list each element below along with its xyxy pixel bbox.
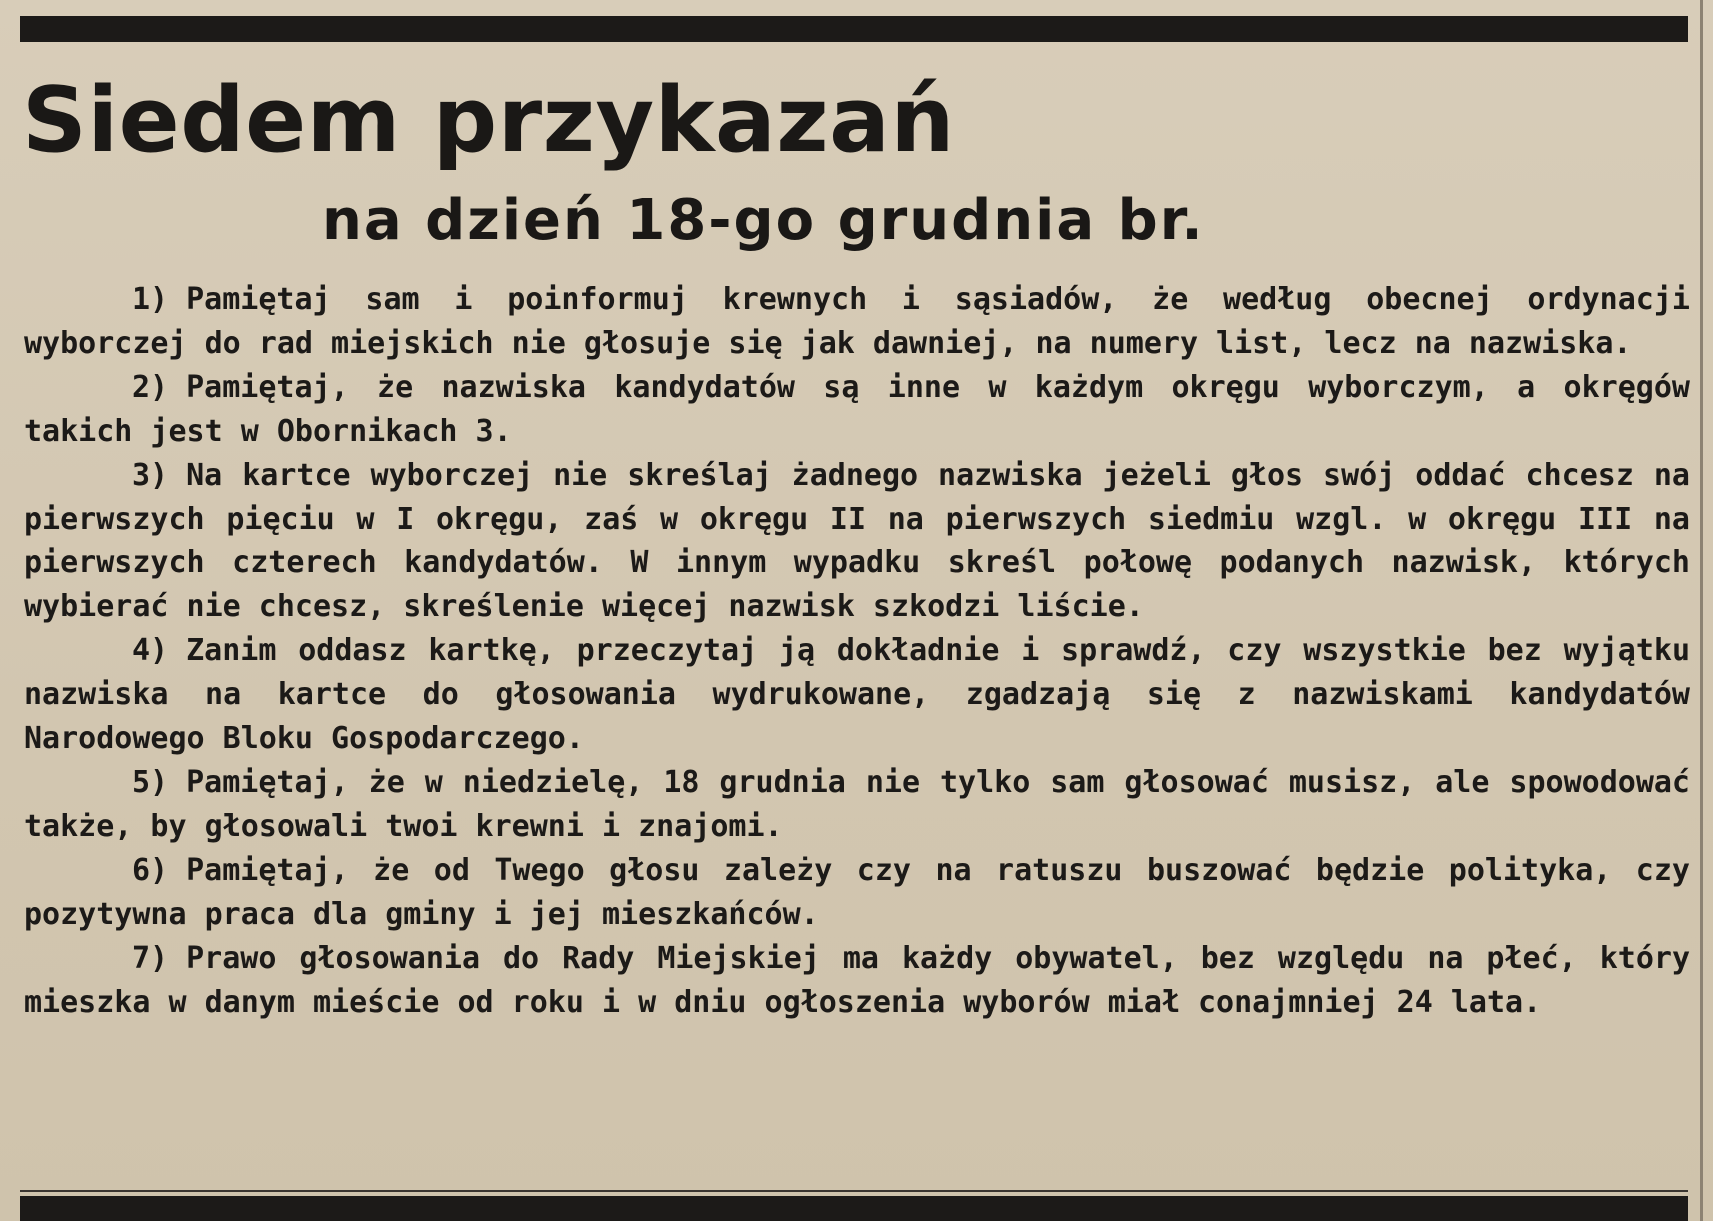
commandment-item-7 — [24, 937, 1690, 1025]
commandment-item-1 — [24, 278, 1690, 366]
item-text: Na kartce wyborczej nie skreślaj żadnego nazwiska jeżeli głos swój oddać chcesz na pierwszych pięciu w I okręgu, zaś w okręgu II na pierwszych siedmiu wzgl. w okręgu III na pierwszych czterech kandydatów. W innym wypadku skreśl połowę podanych nazwisk, których wybierać nie chcesz, skreślenie więcej nazwisk szkodzi liście. — [24, 457, 1690, 625]
item-number: 4) — [132, 633, 169, 669]
item-number: 6) — [132, 852, 169, 888]
item-number: 1) — [132, 282, 169, 317]
commandment-item-6 — [24, 849, 1690, 937]
item-text: Pamiętaj, że w niedzielę, 18 grudnia nie tylko sam głosować musisz, ale spowodować także, by głosowali twoi krewni i znajomi. — [24, 764, 1690, 844]
top-rule — [20, 16, 1688, 42]
item-text: Pamiętaj sam i poinformuj krewnych i sąsiadów, że według obecnej ordynacji wyborczej do rad miejskich nie głosuje się jak dawniej, na numery list, lecz na nazwiska. — [24, 282, 1690, 361]
item-text: Pamiętaj, że nazwiska kandydatów są inne w każdym okręgu wyborczym, a okręgów takich jest w Obornikach 3. — [24, 369, 1690, 449]
item-number: 5) — [132, 764, 169, 800]
commandment-item-5 — [24, 761, 1690, 849]
item-number: 3) — [132, 457, 169, 493]
item-number: 2) — [132, 369, 169, 405]
item-text: Prawo głosowania do Rady Miejskiej ma każdy obywatel, bez względu na płeć, który mieszka w danym mieście od roku i w dniu ogłoszenia wyborów miał conajmniej 24 lata. — [24, 940, 1690, 1020]
commandment-item-2 — [24, 366, 1690, 454]
commandment-item-3 — [24, 454, 1690, 630]
subheadline: na dzień 18-go grudnia br. — [322, 188, 1205, 253]
item-number: 7) — [132, 940, 169, 976]
item-text: Pamiętaj, że od Twego głosu zależy czy na ratuszu buszować będzie polityka, czy pozytywna praca dla gminy i jej mieszkańców. — [24, 852, 1690, 932]
page-edge — [1700, 0, 1703, 1221]
item-text: Zanim oddasz kartkę, przeczytaj ją dokładnie i sprawdź, czy wszystkie bez wyjątku nazwiska na kartce do głosowania wydrukowane, zgadzają się z nazwiskami kandydatów Narodowego Bloku Gospodarczego. — [24, 633, 1690, 757]
headline: Siedem przykazań — [22, 68, 955, 173]
bottom-rule — [20, 1196, 1688, 1221]
commandment-item-4 — [24, 629, 1690, 761]
commandments-list — [24, 278, 1690, 1024]
